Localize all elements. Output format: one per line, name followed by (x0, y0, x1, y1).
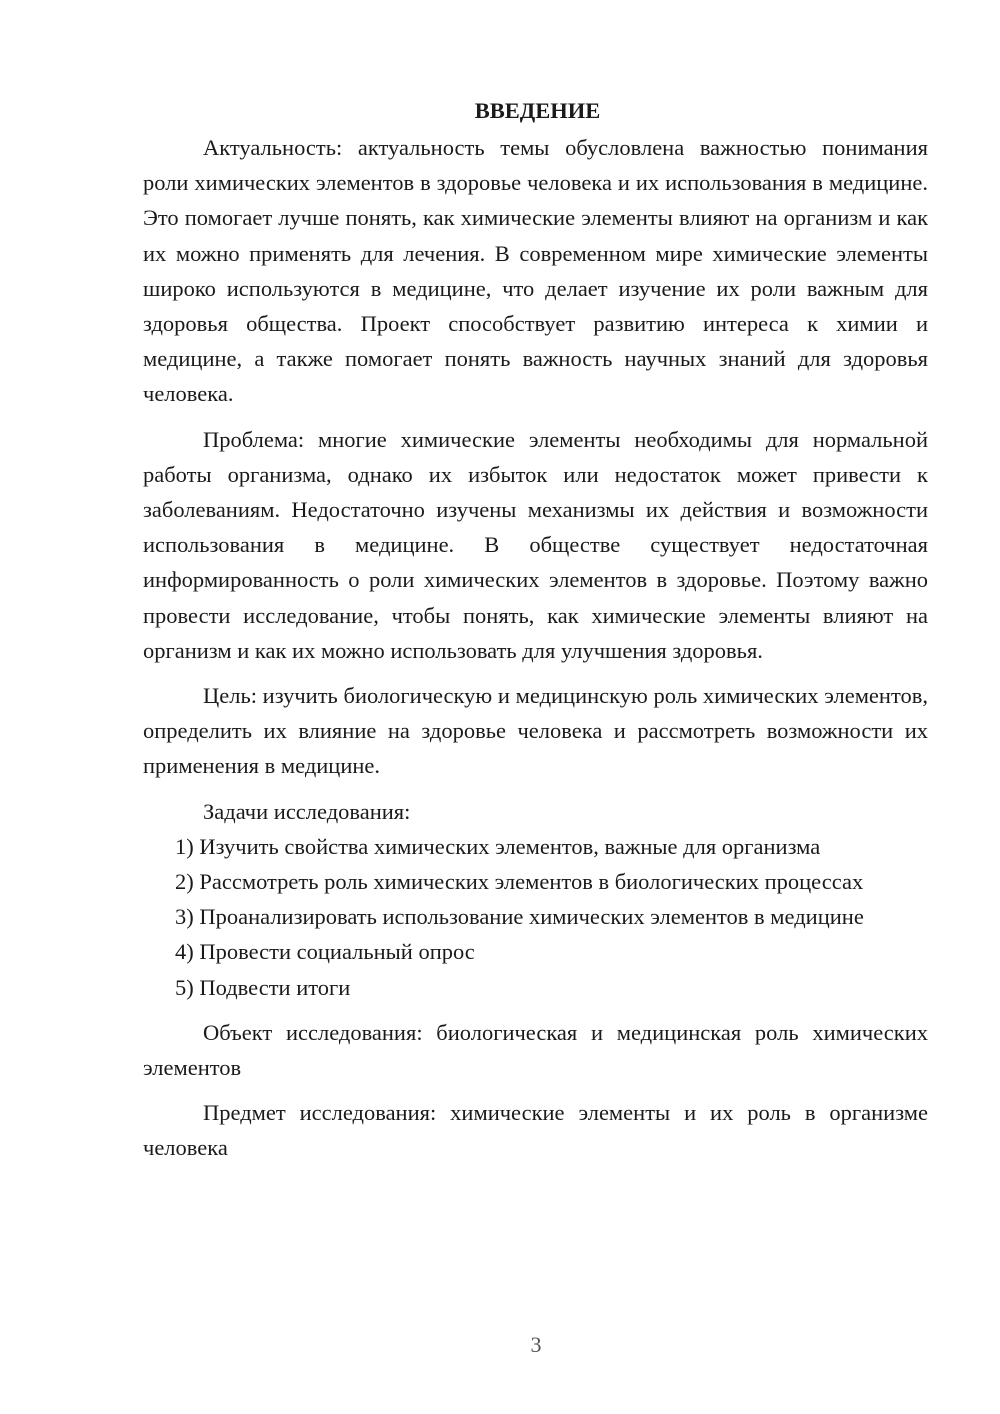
object-paragraph: Объект исследования: биологическая и медицинская роль химических элементов (143, 1019, 928, 1081)
task-item-1: 1) Изучить свойства химических элементов, важные для организма (175, 833, 821, 859)
task-item-3: 3) Проанализировать использование химических элементов в медицине (175, 904, 864, 930)
goal-paragraph: Цель: изучить биологическую и медицинскую роль химических элементов, определить их влияние на здоровье человека и рассмотреть возможности их применения в медицине. (143, 683, 928, 779)
tasks-heading: Задачи исследования: (203, 798, 411, 824)
task-item-4: 4) Провести социальный опрос (175, 939, 475, 965)
page-content (143, 92, 928, 1166)
problem-paragraph: Проблема: многие химические элементы необходимы для нормальной работы организма, однако их избыток или недостаток может привести к заболеваниям. Недостаточно изучены механизмы их действия и возможности использования в медицине. В обществе существует недостаточная информированность о роли химических элементов в здоровье. Поэтому важно провести исследование, чтобы понять, как химические элементы влияют на организм и как их можно использовать для улучшения здоровья. (143, 426, 928, 663)
subject-paragraph: Предмет исследования: химические элементы и их роль в организме человека (143, 1100, 928, 1161)
task-item-5: 5) Подвести итоги (175, 974, 351, 1000)
page-title: ВВЕДЕНИЕ (474, 98, 601, 123)
page-number: 3 (530, 1332, 542, 1357)
task-item-2: 2) Рассмотреть роль химических элементов в биологических процессах (175, 869, 864, 895)
relevance-paragraph: Актуальность: актуальность темы обусловлена важностью понимания роли химических элементов в здоровье человека и их использования в медицине. Это помогает лучше понять, как химические элементы влияют на организм и как их можно применять для лечения. В современном мире химические элементы широко используются в медицине, что делает изучение их роли важным для здоровья общества. Проект способствует развитию интереса к химии и медицине, а также помогает понять важность научных знаний для здоровья человека. (143, 135, 928, 407)
